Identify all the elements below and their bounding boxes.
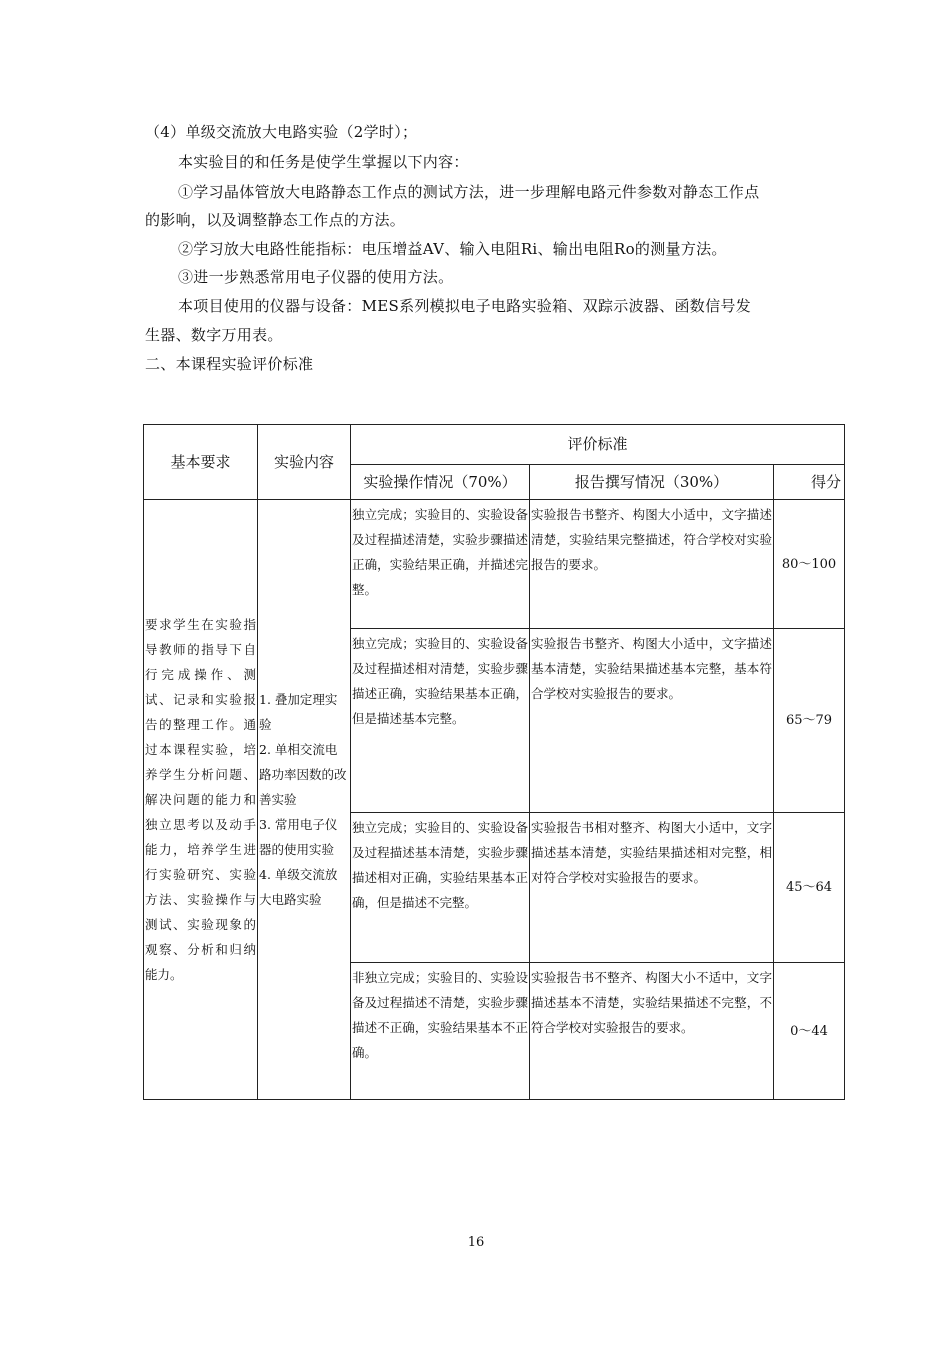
evaluation-table — [143, 424, 845, 1100]
header-score: 得分 — [774, 465, 845, 500]
score-cell: 80～100 — [774, 500, 845, 629]
paragraph-line: ②学习放大电路性能指标：电压增益AV、输入电阻Ri、输出电阻Ro的测量方法。 — [178, 240, 727, 258]
paragraph-line: 本实验目的和任务是使学生掌握以下内容： — [178, 153, 469, 171]
paragraph-line: 的影响，以及调整静态工作点的方法。 — [145, 211, 406, 229]
report-cell: 实验报告书整齐、构图大小适中，文字描述基本清楚，实验结果描述基本完整，基本符合学校对实验报告的要求。 — [530, 629, 774, 813]
header-criteria: 评价标准 — [351, 425, 845, 465]
paragraph-line: ①学习晶体管放大电路静态工作点的测试方法，进一步理解电路元件参数对静态工作点 — [178, 183, 760, 201]
header-basic-requirement: 基本要求 — [144, 425, 258, 500]
operation-cell: 非独立完成；实验目的、实验设备及过程描述不清楚，实验步骤描述不正确，实验结果基本不正确。 — [351, 963, 530, 1100]
paragraph-line: ③进一步熟悉常用电子仪器的使用方法。 — [178, 268, 454, 286]
operation-cell: 独立完成；实验目的、实验设备及过程描述清楚，实验步骤描述正确，实验结果正确，并描述完整。 — [351, 500, 530, 629]
table-row — [144, 500, 845, 629]
report-cell: 实验报告书不整齐、构图大小不适中，文字描述基本不清楚，实验结果描述不完整，不符合学校对实验报告的要求。 — [530, 963, 774, 1100]
report-cell: 实验报告书相对整齐、构图大小适中，文字描述基本清楚，实验结果描述相对完整，相对符合学校对实验报告的要求。 — [530, 813, 774, 963]
score-cell: 65～79 — [774, 629, 845, 813]
operation-cell: 独立完成；实验目的、实验设备及过程描述相对清楚，实验步骤描述正确，实验结果基本正确，但是描述基本完整。 — [351, 629, 530, 813]
score-cell: 45～64 — [774, 813, 845, 963]
basic-requirement-cell: 要求学生在实验指导教师的指导下自行完成操作、测试、记录和实验报告的整理工作。通过本课程实验，培养学生分析问题、解决问题的能力和独立思考以及动手能力，培养学生进行实验研究、实验方法、实验操作与测试、实验现象的观察、分析和归纳能力。 — [144, 500, 258, 1100]
report-cell: 实验报告书整齐、构图大小适中，文字描述清楚，实验结果完整描述，符合学校对实验报告的要求。 — [530, 500, 774, 629]
section-heading-exp4: （4）单级交流放大电路实验（2学时）； — [145, 123, 418, 141]
section-heading-evaluation: 二、本课程实验评价标准 — [145, 355, 314, 373]
score-cell: 0～44 — [774, 963, 845, 1100]
paragraph-line: 本项目使用的仪器与设备：MES系列模拟电子电路实验箱、双踪示波器、函数信号发 — [178, 297, 751, 315]
experiment-content-cell: 1. 叠加定理实验 2. 单相交流电路功率因数的改善实验 3. 常用电子仪器的使用实验 4. 单级交流放大电路实验 — [258, 500, 351, 1100]
header-experiment-content: 实验内容 — [258, 425, 351, 500]
operation-cell: 独立完成；实验目的、实验设备及过程描述基本清楚，实验步骤描述相对正确，实验结果基本正确，但是描述不完整。 — [351, 813, 530, 963]
header-report: 报告撰写情况（30%） — [530, 465, 774, 500]
header-operation: 实验操作情况（70%） — [351, 465, 530, 500]
page-number: 16 — [467, 1235, 485, 1250]
paragraph-line: 生器、数字万用表。 — [145, 326, 283, 344]
